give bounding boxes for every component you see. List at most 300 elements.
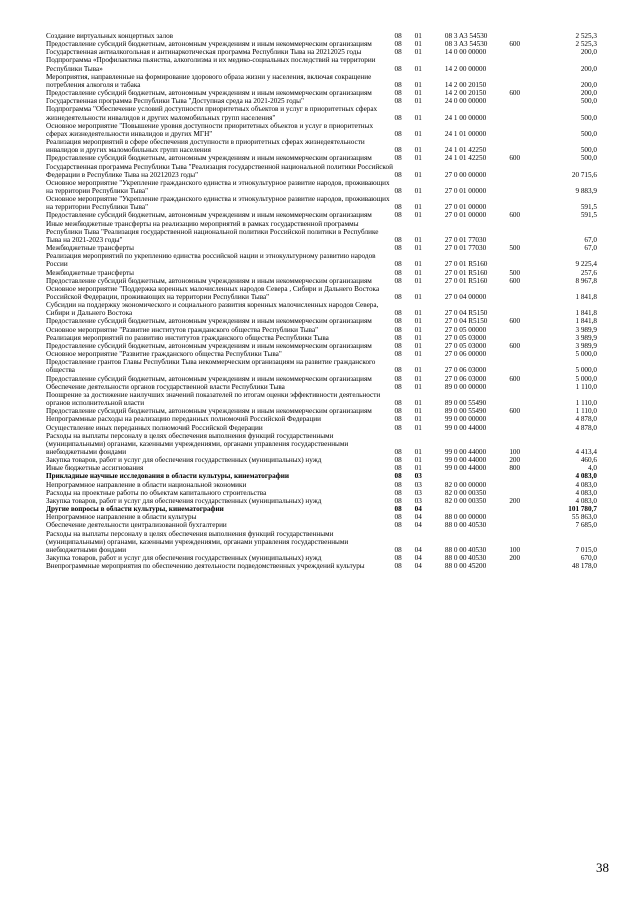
amount: 2 525,3: [575, 40, 597, 49]
row-name: Непрограммное направление в области культуры: [46, 513, 197, 522]
table-row: [46, 277, 597, 285]
subsection-code: 01: [414, 415, 422, 424]
amount: 4 878,0: [575, 423, 597, 432]
amount: 9 883,9: [575, 186, 597, 195]
amount: 1 841,8: [575, 317, 597, 326]
target-article-code: 89 0 00 55490: [444, 399, 487, 408]
section-code: 08: [394, 260, 402, 269]
row-name: Государственная программа Республики Тыва "Реализация государственной национальной политики Российской Федерации в Республике Тыва на 20212023 годы": [46, 162, 393, 179]
expense-type-code: [509, 383, 539, 391]
target-article-code: 08 3 A3 54530: [444, 32, 488, 40]
section-code: 08: [394, 293, 402, 301]
expense-type-code: [509, 513, 539, 521]
expense-type-code: 600: [509, 317, 521, 326]
table-row: [46, 497, 597, 505]
target-article-code: 99 0 00 44000: [444, 464, 487, 473]
expense-type-code: [509, 334, 539, 342]
target-article-code: 14 2 00 00000: [444, 64, 487, 73]
table-row: [46, 97, 597, 105]
target-article-code: 89 0 00 00000: [444, 382, 487, 391]
section-code: 08: [394, 97, 402, 106]
row-name: Подпрограмма "Обеспечение условий доступности приоритетных объектов и услуг в приоритетных сферах жизнедеятельности инвалидов и других маломобильных групп населения": [46, 105, 378, 122]
subsection-code: 01: [414, 399, 422, 408]
table-row: [46, 285, 597, 301]
expense-type-code: [509, 415, 539, 423]
subsection-code: 01: [414, 456, 422, 465]
expense-type-code: [509, 562, 539, 570]
expense-type-code: 600: [509, 154, 521, 163]
row-name: Расходы на проектные работы по объектам капитального строительства: [46, 488, 267, 497]
subsection-code: 01: [414, 211, 422, 220]
row-name: Подпрограмма «Профилактика пьянства, алкоголизма и их медико-социальных последствий на территории Республики Тыва»: [46, 56, 376, 73]
target-article-code: 27 0 01 R5160: [444, 268, 488, 277]
section-code: 08: [394, 456, 402, 465]
table-row: [46, 32, 597, 40]
row-name: Иные межбюджетные трансферты на реализацию мероприятий в рамках государственной программы Республики Тыва "Реализация государственной национальной политики Российской политики в Республике Тыва на 2021-2023 годы": [46, 219, 379, 244]
amount: 3 989,9: [575, 325, 597, 334]
target-article-code: [445, 505, 509, 513]
target-article-code: 27 0 06 03000: [444, 366, 487, 375]
table-row: [46, 154, 597, 162]
expense-type-code: [509, 122, 539, 138]
subsection-code: 03: [414, 488, 422, 497]
subsection-code: 04: [414, 513, 422, 522]
amount: 7 685,0: [575, 521, 597, 530]
table-row: [46, 317, 597, 325]
subsection-code: 01: [414, 309, 422, 318]
table-row: [46, 211, 597, 219]
table-row: [46, 40, 597, 48]
expense-type-code: 100: [509, 545, 521, 554]
target-article-code: 88 0 00 40530: [444, 521, 487, 530]
row-name: Расходы на выплаты персоналу в целях обеспечения выполнения функций государственными (муниципальными) органами, казенными учреждениями, органами управления государственными внебюджетными фондами: [46, 529, 349, 554]
expense-type-code: [509, 285, 539, 301]
subsection-code: 01: [414, 341, 422, 350]
target-article-code: 14 0 00 00000: [444, 48, 487, 57]
amount: 460,6: [580, 456, 597, 465]
table-row: [46, 513, 597, 521]
amount: 4 083,0: [575, 488, 597, 497]
amount: 500,0: [580, 97, 597, 106]
expense-type-code: 600: [509, 341, 521, 350]
table-row: [46, 301, 597, 317]
section-code: 08: [394, 464, 402, 473]
table-row: [46, 375, 597, 383]
expense-type-code: 200: [509, 554, 521, 562]
row-name: Государственная программа Республики Тыва "Доступная среда на 2021-2025 годы": [46, 97, 304, 106]
amount: 5 000,0: [575, 374, 597, 383]
row-name: Предоставление субсидий бюджетным, автономным учреждениям и иным некоммерческим организациям: [46, 89, 372, 98]
row-name: Предоставление субсидий бюджетным, автономным учреждениям и иным некоммерческим организациям: [46, 40, 372, 49]
target-article-code: 27 0 05 03000: [444, 333, 487, 342]
amount: 4 413,4: [575, 447, 597, 456]
target-article-code: 27 0 06 03000: [444, 374, 487, 383]
target-article-code: 24 0 00 00000: [444, 97, 487, 106]
section-code: 08: [394, 423, 402, 432]
amount: 2 525,3: [575, 32, 597, 40]
row-name: Закупка товаров, работ и услуг для обеспечения государственных (муниципальных) нужд: [46, 496, 322, 505]
target-article-code: 82 0 00 00350: [444, 488, 487, 497]
target-article-code: 27 0 01 00000: [444, 203, 487, 212]
table-row: [46, 138, 597, 154]
amount: 67,0: [584, 244, 597, 253]
target-article-code: 89 0 00 55490: [444, 407, 487, 416]
expense-type-code: 600: [509, 407, 521, 416]
amount: 3 989,9: [575, 333, 597, 342]
amount: 1 110,0: [575, 382, 597, 391]
expense-type-code: 600: [509, 276, 521, 285]
amount: 5 000,0: [575, 350, 597, 359]
subsection-code: 04: [414, 505, 422, 514]
table-row: [46, 554, 597, 562]
amount: 200,0: [580, 80, 597, 89]
subsection-code: 01: [414, 203, 422, 212]
target-article-code: 27 0 04 00000: [444, 293, 487, 301]
target-article-code: 24 1 01 42250: [444, 146, 487, 155]
row-name: Субсидии на поддержку экономического и социального развития коренных малочисленных народов Севера, Сибири и Дальнего Востока: [46, 301, 379, 318]
expense-type-code: [509, 179, 539, 195]
table-row: [46, 163, 597, 179]
amount: 591,5: [580, 211, 597, 220]
section-code: 08: [394, 276, 402, 285]
amount: 8 967,8: [575, 276, 597, 285]
target-article-code: 27 0 01 00000: [444, 211, 487, 220]
amount: 67,0: [584, 235, 597, 244]
subsection-code: 04: [414, 554, 422, 562]
subsection-code: 01: [414, 260, 422, 269]
section-code: 08: [394, 40, 402, 49]
section-code: 08: [394, 309, 402, 318]
target-article-code: 24 1 01 00000: [444, 129, 487, 138]
expense-type-code: 200: [509, 496, 521, 505]
table-row: [46, 73, 597, 89]
section-code: 08: [394, 505, 402, 514]
subsection-code: 01: [414, 89, 422, 98]
row-name: Межбюджетные трансферты: [46, 268, 134, 277]
subsection-code: 04: [414, 562, 422, 571]
section-code: 08: [394, 211, 402, 220]
section-code: 08: [394, 521, 402, 530]
table-row: [46, 220, 597, 244]
section-code: 08: [394, 146, 402, 155]
subsection-code: 01: [414, 186, 422, 195]
table-row: [46, 350, 597, 358]
expense-type-code: [509, 505, 539, 513]
section-code: 08: [394, 317, 402, 326]
budget-table-body: [46, 32, 597, 570]
row-name: Основное мероприятие "Укрепление гражданского единства и этнокультурное развитие народов, проживающих на территории Республики Тыва": [46, 178, 390, 195]
expense-type-code: [509, 252, 539, 268]
section-code: 08: [394, 170, 402, 179]
subsection-code: 03: [414, 496, 422, 505]
amount: 1 110,0: [575, 407, 597, 416]
row-name: Закупка товаров, работ и услуг для обеспечения государственных (муниципальных) нужд: [46, 554, 322, 562]
row-name: Реализация мероприятий по развитию институтов гражданского общества Республики Тыва: [46, 333, 329, 342]
section-code: 08: [394, 407, 402, 416]
row-name: Обеспечение деятельности централизованной бухгалтерии: [46, 521, 227, 530]
section-code: 08: [394, 366, 402, 375]
row-name: Создание виртуальных концертных залов: [46, 32, 174, 40]
section-code: 08: [394, 374, 402, 383]
target-article-code: 27 0 04 R5150: [444, 309, 488, 318]
subsection-code: 01: [414, 235, 422, 244]
table-row: [46, 415, 597, 423]
expense-type-code: [509, 56, 539, 72]
expense-type-code: [509, 472, 539, 480]
table-row: [46, 530, 597, 554]
amount: 500,0: [580, 154, 597, 163]
subsection-code: 01: [414, 244, 422, 253]
section-code: 08: [394, 415, 402, 424]
expense-type-code: 600: [509, 374, 521, 383]
row-name: Мероприятия, направленные на формирование здорового образа жизни у населения, включая сокращение потребления алкоголя и табака: [46, 72, 372, 89]
table-row: [46, 456, 597, 464]
amount: 4,0: [588, 464, 597, 473]
amount: 257,6: [580, 268, 597, 277]
row-name: Основное мероприятие "Повышение уровня доступности приоритетных объектов и услуг в приоритетных сферах жизнедеятельности инвалидов и других МГН": [46, 121, 374, 138]
section-code: 08: [394, 447, 402, 456]
target-article-code: 27 0 01 77030: [444, 244, 487, 253]
subsection-code: 01: [414, 447, 422, 456]
amount: 591,5: [580, 203, 597, 212]
table-row: [46, 358, 597, 374]
table-row: [46, 521, 597, 529]
row-name: Реализация мероприятий по укреплению единства российской нации и этнокультурному развитию народов России: [46, 252, 376, 269]
row-name: Предоставление субсидий бюджетным, автономным учреждениям и иным некоммерческим организациям: [46, 154, 372, 163]
expense-type-code: [509, 350, 539, 358]
row-name: Реализация мероприятий в сфере обеспечения доступности в приоритетных сферах жизнедеятельности инвалидов и других маломобильных групп населения: [46, 138, 365, 155]
expense-type-code: [509, 73, 539, 89]
target-article-code: [445, 472, 509, 480]
section-code: 08: [394, 64, 402, 73]
target-article-code: 27 0 00 00000: [444, 170, 487, 179]
budget-table: [46, 32, 597, 570]
section-code: 08: [394, 480, 402, 489]
row-name: Прикладные научные исследования в области культуры, кинематографии: [46, 472, 289, 481]
row-name: Основное мероприятие "Укрепление гражданского единства и этнокультурное развитие народов, проживающих на территории Республики Тыва": [46, 195, 390, 212]
subsection-code: 01: [414, 32, 422, 40]
amount: 9 225,4: [575, 260, 597, 269]
row-name: Внепрограммные мероприятия по обеспечению деятельности подведомственных учреждений культуры: [46, 562, 365, 571]
row-name: Предоставление субсидий бюджетным, автономным учреждениям и иным некоммерческим организациям: [46, 341, 372, 350]
table-row: [46, 407, 597, 415]
section-code: 08: [394, 545, 402, 554]
table-row: [46, 122, 597, 138]
expense-type-code: [509, 391, 539, 407]
expense-type-code: [509, 521, 539, 529]
subsection-code: 01: [414, 317, 422, 326]
expense-type-code: 800: [509, 464, 521, 473]
subsection-code: 03: [414, 472, 422, 481]
section-code: 08: [394, 32, 402, 40]
expense-type-code: 600: [509, 40, 521, 49]
section-code: 08: [394, 113, 402, 122]
expense-type-code: [509, 48, 539, 56]
amount: 200,0: [580, 89, 597, 98]
row-name: Межбюджетные трансферты: [46, 244, 134, 253]
subsection-code: 01: [414, 423, 422, 432]
target-article-code: 27 0 01 77030: [444, 235, 487, 244]
subsection-code: 01: [414, 170, 422, 179]
table-row: [46, 472, 597, 480]
expense-type-code: [509, 481, 539, 489]
target-article-code: 27 0 01 R5160: [444, 276, 488, 285]
subsection-code: 01: [414, 146, 422, 155]
section-code: 08: [394, 472, 402, 481]
expense-type-code: [509, 301, 539, 317]
target-article-code: 99 0 00 44000: [444, 456, 487, 465]
subsection-code: 01: [414, 97, 422, 106]
table-row: [46, 391, 597, 407]
row-name: Предоставление субсидий бюджетным, автономным учреждениям и иным некоммерческим организациям: [46, 211, 372, 220]
row-name: Непрограммное направление в области национальной экономики: [46, 480, 247, 489]
expense-type-code: [509, 32, 539, 40]
expense-type-code: [509, 105, 539, 121]
section-code: 08: [394, 268, 402, 277]
row-name: Закупка товаров, работ и услуг для обеспечения государственных (муниципальных) нужд: [46, 456, 322, 465]
table-row: [46, 326, 597, 334]
expense-type-code: 500: [509, 268, 521, 277]
section-code: 08: [394, 325, 402, 334]
amount: 4 083,0: [575, 496, 597, 505]
target-article-code: 14 2 00 20150: [444, 89, 487, 98]
section-code: 08: [394, 235, 402, 244]
target-article-code: 88 0 00 40530: [444, 554, 487, 562]
subsection-code: 01: [414, 366, 422, 375]
expense-type-code: 200: [509, 456, 521, 465]
subsection-code: 01: [414, 48, 422, 57]
expense-type-code: 100: [509, 447, 521, 456]
table-row: [46, 252, 597, 268]
section-code: 08: [394, 513, 402, 522]
subsection-code: 01: [414, 333, 422, 342]
table-row: [46, 481, 597, 489]
subsection-code: 03: [414, 480, 422, 489]
table-row: [46, 464, 597, 472]
section-code: 08: [394, 80, 402, 89]
table-row: [46, 432, 597, 456]
table-row: [46, 334, 597, 342]
row-name: Осуществление иных переданных полномочий Российской Федерации: [46, 423, 263, 432]
row-name: Государственная антиалкогольная и антинаркотическая программа Республики Тыва на 20212025 годы: [46, 48, 362, 57]
amount: 200,0: [580, 64, 597, 73]
amount: 55 863,0: [571, 513, 597, 522]
target-article-code: 99 0 00 44000: [444, 423, 487, 432]
row-name: Основное мероприятие "Развитие институтов гражданского общества Республики Тыва": [46, 325, 319, 334]
target-article-code: 24 1 01 42250: [444, 154, 487, 163]
target-article-code: 14 2 00 20150: [444, 80, 487, 89]
subsection-code: 01: [414, 40, 422, 49]
section-code: 08: [394, 399, 402, 408]
table-row: [46, 269, 597, 277]
row-name: Предоставление субсидий бюджетным, автономным учреждениям и иным некоммерческим организациям: [46, 374, 372, 383]
section-code: 08: [394, 244, 402, 253]
section-code: 08: [394, 333, 402, 342]
subsection-code: 01: [414, 293, 422, 301]
section-code: 08: [394, 89, 402, 98]
row-name: Основное мероприятие "Поддержка коренных малочисленных народов Севера , Сибири и Дальнего Востока Российской Федерации, проживающих на территории Республики Тыва": [46, 284, 380, 301]
row-name: Обеспечение деятельности органов государственной власти Республики Тыва: [46, 382, 285, 391]
table-row: [46, 89, 597, 97]
table-row: [46, 342, 597, 350]
table-row: [46, 562, 597, 570]
expense-type-code: [509, 97, 539, 105]
subsection-code: 01: [414, 129, 422, 138]
expense-type-code: [509, 220, 539, 244]
amount: 7 015,0: [575, 545, 597, 554]
section-code: 08: [394, 496, 402, 505]
table-row: [46, 424, 597, 432]
subsection-code: 01: [414, 276, 422, 285]
row-name: Предоставление субсидий бюджетным, автономным учреждениям и иным некоммерческим организациям: [46, 317, 372, 326]
subsection-code: 04: [414, 521, 422, 530]
amount: 1 110,0: [575, 399, 597, 408]
amount: 20 715,6: [571, 170, 597, 179]
amount: 4 878,0: [575, 415, 597, 424]
expense-type-code: 500: [509, 244, 521, 253]
expense-type-code: 600: [509, 211, 521, 220]
subsection-code: 01: [414, 407, 422, 416]
table-row: [46, 179, 597, 195]
table-row: [46, 505, 597, 513]
target-article-code: 27 0 01 R5160: [444, 260, 488, 269]
target-article-code: 88 0 00 00000: [444, 513, 487, 522]
section-code: 08: [394, 186, 402, 195]
amount: 5 000,0: [575, 366, 597, 375]
expense-type-code: [509, 138, 539, 154]
target-article-code: 27 0 04 R5150: [444, 317, 488, 326]
row-name: Поощрение за достижение наилучших значений показателей по итогам оценки эффективности деятельности органов исполнительной власти: [46, 390, 381, 408]
expense-type-code: [509, 424, 539, 432]
table-row: [46, 489, 597, 497]
target-article-code: 88 0 00 40530: [444, 545, 487, 554]
subsection-code: 01: [414, 80, 422, 89]
row-name: Другие вопросы в области культуры, кинематографии: [46, 505, 224, 514]
subsection-code: 01: [414, 374, 422, 383]
section-code: 08: [394, 203, 402, 212]
target-article-code: 08 3 A3 54530: [444, 40, 488, 49]
amount: 101 780,7: [568, 505, 597, 514]
row-name: Предоставление субсидий бюджетным, автономным учреждениям и иным некоммерческим организациям: [46, 407, 372, 416]
table-row: [46, 383, 597, 391]
target-article-code: 27 0 01 00000: [444, 186, 487, 195]
expense-type-code: [509, 489, 539, 497]
subsection-code: 01: [414, 64, 422, 73]
section-code: 08: [394, 350, 402, 359]
section-code: 08: [394, 129, 402, 138]
amount: 500,0: [580, 113, 597, 122]
target-article-code: 99 0 00 44000: [444, 447, 487, 456]
subsection-code: 01: [414, 350, 422, 359]
row-name: Расходы на выплаты персоналу в целях обеспечения выполнения функций государственными (муниципальными) органами, казенными учреждениями, органами управления государственными внебюджетными фондами: [46, 431, 349, 456]
amount: 1 841,8: [575, 293, 597, 301]
section-code: 08: [394, 382, 402, 391]
amount: 4 083,0: [575, 472, 597, 481]
subsection-code: 01: [414, 325, 422, 334]
target-article-code: 27 0 05 03000: [444, 341, 487, 350]
row-name: Основное мероприятие "Развитие гражданского общества Республики Тыва": [46, 350, 282, 359]
expense-type-code: [509, 358, 539, 374]
amount: 670,0: [580, 554, 597, 562]
amount: 500,0: [580, 129, 597, 138]
section-code: 08: [394, 554, 402, 562]
amount: 500,0: [580, 146, 597, 155]
expense-type-code: [509, 195, 539, 211]
amount: 3 989,9: [575, 341, 597, 350]
target-article-code: 88 0 00 45200: [444, 562, 487, 571]
page-number: 38: [596, 860, 609, 875]
table-row: [46, 105, 597, 121]
